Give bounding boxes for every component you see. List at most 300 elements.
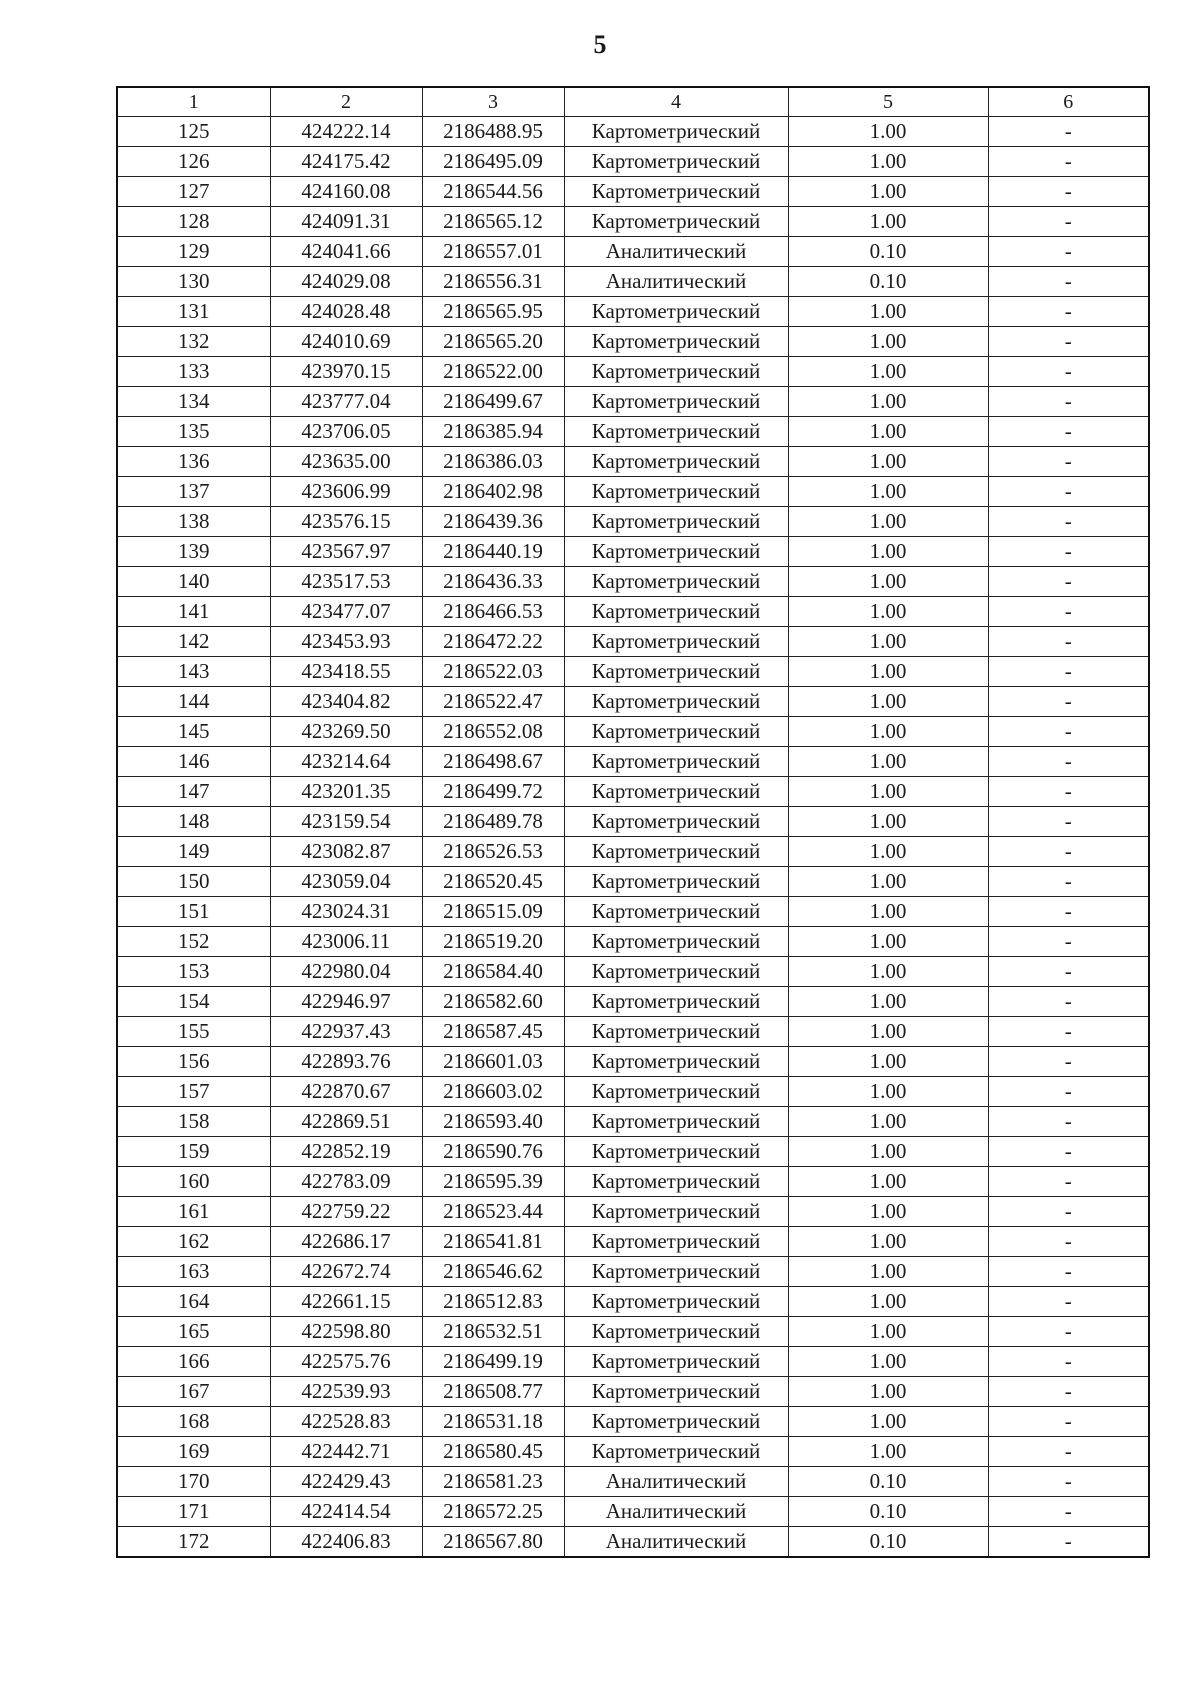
method-cell: Картометрический (564, 747, 788, 777)
x-coordinate-cell: 422686.17 (270, 1227, 422, 1257)
accuracy-cell: 1.00 (788, 1017, 988, 1047)
x-coordinate-cell: 422937.43 (270, 1017, 422, 1047)
point-number-cell: 154 (117, 987, 270, 1017)
x-coordinate-cell: 422598.80 (270, 1317, 422, 1347)
table-row (117, 1017, 1149, 1047)
accuracy-cell: 0.10 (788, 1527, 988, 1558)
accuracy-cell: 1.00 (788, 1047, 988, 1077)
y-coordinate-cell: 2186565.95 (422, 297, 564, 327)
y-coordinate-cell: 2186531.18 (422, 1407, 564, 1437)
table-row (117, 1077, 1149, 1107)
note-cell: - (988, 477, 1149, 507)
method-cell: Картометрический (564, 1317, 788, 1347)
table-row (117, 597, 1149, 627)
method-cell: Картометрический (564, 1107, 788, 1137)
point-number-cell: 135 (117, 417, 270, 447)
y-coordinate-cell: 2186522.47 (422, 687, 564, 717)
x-coordinate-cell: 423404.82 (270, 687, 422, 717)
note-cell: - (988, 927, 1149, 957)
y-coordinate-cell: 2186601.03 (422, 1047, 564, 1077)
y-coordinate-cell: 2186580.45 (422, 1437, 564, 1467)
point-number-cell: 148 (117, 807, 270, 837)
column-header-2: 2 (270, 87, 422, 117)
accuracy-cell: 1.00 (788, 447, 988, 477)
accuracy-cell: 1.00 (788, 1227, 988, 1257)
table-row (117, 1407, 1149, 1437)
table-row (117, 687, 1149, 717)
note-cell: - (988, 1497, 1149, 1527)
note-cell: - (988, 1317, 1149, 1347)
accuracy-cell: 1.00 (788, 597, 988, 627)
x-coordinate-cell: 423970.15 (270, 357, 422, 387)
accuracy-cell: 1.00 (788, 297, 988, 327)
table-row (117, 507, 1149, 537)
note-cell: - (988, 267, 1149, 297)
accuracy-cell: 1.00 (788, 1287, 988, 1317)
method-cell: Картометрический (564, 507, 788, 537)
accuracy-cell: 1.00 (788, 1437, 988, 1467)
x-coordinate-cell: 422528.83 (270, 1407, 422, 1437)
method-cell: Картометрический (564, 927, 788, 957)
note-cell: - (988, 1107, 1149, 1137)
method-cell: Картометрический (564, 1227, 788, 1257)
point-number-cell: 168 (117, 1407, 270, 1437)
note-cell: - (988, 627, 1149, 657)
note-cell: - (988, 1377, 1149, 1407)
method-cell: Картометрический (564, 687, 788, 717)
point-number-cell: 131 (117, 297, 270, 327)
note-cell: - (988, 1407, 1149, 1437)
y-coordinate-cell: 2186439.36 (422, 507, 564, 537)
y-coordinate-cell: 2186544.56 (422, 177, 564, 207)
note-cell: - (988, 417, 1149, 447)
point-number-cell: 162 (117, 1227, 270, 1257)
point-number-cell: 146 (117, 747, 270, 777)
note-cell: - (988, 297, 1149, 327)
note-cell: - (988, 447, 1149, 477)
note-cell: - (988, 897, 1149, 927)
accuracy-cell: 1.00 (788, 1257, 988, 1287)
y-coordinate-cell: 2186590.76 (422, 1137, 564, 1167)
x-coordinate-cell: 423201.35 (270, 777, 422, 807)
point-number-cell: 142 (117, 627, 270, 657)
note-cell: - (988, 237, 1149, 267)
x-coordinate-cell: 422442.71 (270, 1437, 422, 1467)
accuracy-cell: 1.00 (788, 897, 988, 927)
accuracy-cell: 1.00 (788, 567, 988, 597)
point-number-cell: 150 (117, 867, 270, 897)
point-number-cell: 144 (117, 687, 270, 717)
accuracy-cell: 1.00 (788, 957, 988, 987)
note-cell: - (988, 837, 1149, 867)
point-number-cell: 125 (117, 117, 270, 147)
table-row (117, 1467, 1149, 1497)
note-cell: - (988, 1227, 1149, 1257)
y-coordinate-cell: 2186386.03 (422, 447, 564, 477)
point-number-cell: 169 (117, 1437, 270, 1467)
note-cell: - (988, 957, 1149, 987)
table-row (117, 987, 1149, 1017)
point-number-cell: 172 (117, 1527, 270, 1558)
table-row (117, 897, 1149, 927)
x-coordinate-cell: 423777.04 (270, 387, 422, 417)
x-coordinate-cell: 422539.93 (270, 1377, 422, 1407)
y-coordinate-cell: 2186402.98 (422, 477, 564, 507)
method-cell: Картометрический (564, 957, 788, 987)
point-number-cell: 163 (117, 1257, 270, 1287)
note-cell: - (988, 327, 1149, 357)
y-coordinate-cell: 2186495.09 (422, 147, 564, 177)
accuracy-cell: 1.00 (788, 327, 988, 357)
table-row (117, 297, 1149, 327)
accuracy-cell: 1.00 (788, 867, 988, 897)
point-number-cell: 130 (117, 267, 270, 297)
table-row (117, 1317, 1149, 1347)
x-coordinate-cell: 423706.05 (270, 417, 422, 447)
table-row (117, 567, 1149, 597)
method-cell: Картометрический (564, 597, 788, 627)
method-cell: Картометрический (564, 867, 788, 897)
table-row (117, 147, 1149, 177)
accuracy-cell: 1.00 (788, 777, 988, 807)
method-cell: Аналитический (564, 1527, 788, 1558)
y-coordinate-cell: 2186541.81 (422, 1227, 564, 1257)
method-cell: Картометрический (564, 207, 788, 237)
accuracy-cell: 1.00 (788, 1197, 988, 1227)
method-cell: Картометрический (564, 987, 788, 1017)
note-cell: - (988, 747, 1149, 777)
y-coordinate-cell: 2186499.72 (422, 777, 564, 807)
x-coordinate-cell: 422870.67 (270, 1077, 422, 1107)
accuracy-cell: 1.00 (788, 477, 988, 507)
y-coordinate-cell: 2186522.00 (422, 357, 564, 387)
note-cell: - (988, 1527, 1149, 1558)
accuracy-cell: 0.10 (788, 267, 988, 297)
accuracy-cell: 1.00 (788, 507, 988, 537)
point-number-cell: 170 (117, 1467, 270, 1497)
point-number-cell: 158 (117, 1107, 270, 1137)
accuracy-cell: 1.00 (788, 1317, 988, 1347)
y-coordinate-cell: 2186489.78 (422, 807, 564, 837)
x-coordinate-cell: 423024.31 (270, 897, 422, 927)
accuracy-cell: 1.00 (788, 417, 988, 447)
point-number-cell: 132 (117, 327, 270, 357)
point-number-cell: 166 (117, 1347, 270, 1377)
method-cell: Картометрический (564, 1077, 788, 1107)
y-coordinate-cell: 2186499.19 (422, 1347, 564, 1377)
point-number-cell: 156 (117, 1047, 270, 1077)
accuracy-cell: 1.00 (788, 927, 988, 957)
x-coordinate-cell: 422672.74 (270, 1257, 422, 1287)
accuracy-cell: 1.00 (788, 1107, 988, 1137)
point-number-cell: 171 (117, 1497, 270, 1527)
method-cell: Картометрический (564, 1167, 788, 1197)
y-coordinate-cell: 2186595.39 (422, 1167, 564, 1197)
method-cell: Картометрический (564, 147, 788, 177)
table-row (117, 1257, 1149, 1287)
method-cell: Картометрический (564, 1017, 788, 1047)
column-header-4: 4 (564, 87, 788, 117)
point-number-cell: 167 (117, 1377, 270, 1407)
x-coordinate-cell: 424010.69 (270, 327, 422, 357)
accuracy-cell: 1.00 (788, 717, 988, 747)
point-number-cell: 134 (117, 387, 270, 417)
accuracy-cell: 1.00 (788, 207, 988, 237)
note-cell: - (988, 387, 1149, 417)
note-cell: - (988, 1437, 1149, 1467)
table-row (117, 927, 1149, 957)
method-cell: Аналитический (564, 237, 788, 267)
y-coordinate-cell: 2186385.94 (422, 417, 564, 447)
accuracy-cell: 1.00 (788, 657, 988, 687)
column-header-1: 1 (117, 87, 270, 117)
y-coordinate-cell: 2186582.60 (422, 987, 564, 1017)
method-cell: Картометрический (564, 1047, 788, 1077)
table-row (117, 1047, 1149, 1077)
accuracy-cell: 1.00 (788, 1347, 988, 1377)
note-cell: - (988, 1017, 1149, 1047)
accuracy-cell: 1.00 (788, 177, 988, 207)
table-row (117, 1107, 1149, 1137)
x-coordinate-cell: 422783.09 (270, 1167, 422, 1197)
note-cell: - (988, 1257, 1149, 1287)
y-coordinate-cell: 2186567.80 (422, 1527, 564, 1558)
point-number-cell: 141 (117, 597, 270, 627)
note-cell: - (988, 147, 1149, 177)
x-coordinate-cell: 422414.54 (270, 1497, 422, 1527)
note-cell: - (988, 177, 1149, 207)
note-cell: - (988, 597, 1149, 627)
accuracy-cell: 1.00 (788, 687, 988, 717)
y-coordinate-cell: 2186587.45 (422, 1017, 564, 1047)
y-coordinate-cell: 2186440.19 (422, 537, 564, 567)
table-row (117, 1527, 1149, 1558)
accuracy-cell: 1.00 (788, 987, 988, 1017)
table-row (117, 1197, 1149, 1227)
method-cell: Картометрический (564, 537, 788, 567)
method-cell: Картометрический (564, 387, 788, 417)
accuracy-cell: 1.00 (788, 807, 988, 837)
method-cell: Картометрический (564, 1197, 788, 1227)
accuracy-cell: 0.10 (788, 1497, 988, 1527)
point-number-cell: 155 (117, 1017, 270, 1047)
point-number-cell: 159 (117, 1137, 270, 1167)
point-number-cell: 138 (117, 507, 270, 537)
table-row (117, 1347, 1149, 1377)
table-row (117, 867, 1149, 897)
note-cell: - (988, 1287, 1149, 1317)
accuracy-cell: 1.00 (788, 1167, 988, 1197)
y-coordinate-cell: 2186552.08 (422, 717, 564, 747)
point-number-cell: 127 (117, 177, 270, 207)
y-coordinate-cell: 2186593.40 (422, 1107, 564, 1137)
x-coordinate-cell: 423453.93 (270, 627, 422, 657)
accuracy-cell: 1.00 (788, 537, 988, 567)
note-cell: - (988, 1137, 1149, 1167)
table-row (117, 777, 1149, 807)
method-cell: Картометрический (564, 177, 788, 207)
table-row (117, 387, 1149, 417)
x-coordinate-cell: 424028.48 (270, 297, 422, 327)
note-cell: - (988, 657, 1149, 687)
x-coordinate-cell: 423418.55 (270, 657, 422, 687)
table-row (117, 477, 1149, 507)
table-row (117, 1227, 1149, 1257)
table-row (117, 327, 1149, 357)
y-coordinate-cell: 2186565.20 (422, 327, 564, 357)
method-cell: Картометрический (564, 327, 788, 357)
point-number-cell: 165 (117, 1317, 270, 1347)
method-cell: Картометрический (564, 1347, 788, 1377)
method-cell: Картометрический (564, 477, 788, 507)
table-row (117, 117, 1149, 147)
coordinates-table (116, 86, 1150, 1558)
table-row (117, 237, 1149, 267)
method-cell: Картометрический (564, 627, 788, 657)
method-cell: Аналитический (564, 1467, 788, 1497)
note-cell: - (988, 207, 1149, 237)
x-coordinate-cell: 422869.51 (270, 1107, 422, 1137)
x-coordinate-cell: 423006.11 (270, 927, 422, 957)
method-cell: Картометрический (564, 1377, 788, 1407)
note-cell: - (988, 1347, 1149, 1377)
method-cell: Картометрический (564, 1287, 788, 1317)
point-number-cell: 140 (117, 567, 270, 597)
x-coordinate-cell: 422946.97 (270, 987, 422, 1017)
accuracy-cell: 1.00 (788, 357, 988, 387)
y-coordinate-cell: 2186488.95 (422, 117, 564, 147)
x-coordinate-cell: 422852.19 (270, 1137, 422, 1167)
accuracy-cell: 1.00 (788, 147, 988, 177)
table-row (117, 627, 1149, 657)
accuracy-cell: 1.00 (788, 747, 988, 777)
table-row (117, 447, 1149, 477)
x-coordinate-cell: 422429.43 (270, 1467, 422, 1497)
y-coordinate-cell: 2186546.62 (422, 1257, 564, 1287)
table-row (117, 657, 1149, 687)
point-number-cell: 136 (117, 447, 270, 477)
accuracy-cell: 1.00 (788, 1137, 988, 1167)
method-cell: Картометрический (564, 837, 788, 867)
y-coordinate-cell: 2186472.22 (422, 627, 564, 657)
note-cell: - (988, 117, 1149, 147)
column-header-5: 5 (788, 87, 988, 117)
point-number-cell: 126 (117, 147, 270, 177)
point-number-cell: 129 (117, 237, 270, 267)
method-cell: Картометрический (564, 117, 788, 147)
method-cell: Картометрический (564, 777, 788, 807)
method-cell: Картометрический (564, 1137, 788, 1167)
point-number-cell: 137 (117, 477, 270, 507)
method-cell: Аналитический (564, 267, 788, 297)
y-coordinate-cell: 2186532.51 (422, 1317, 564, 1347)
table-row (117, 537, 1149, 567)
page-number: 5 (593, 30, 607, 59)
table-row (117, 267, 1149, 297)
accuracy-cell: 1.00 (788, 1407, 988, 1437)
y-coordinate-cell: 2186572.25 (422, 1497, 564, 1527)
x-coordinate-cell: 423059.04 (270, 867, 422, 897)
y-coordinate-cell: 2186466.53 (422, 597, 564, 627)
x-coordinate-cell: 422759.22 (270, 1197, 422, 1227)
x-coordinate-cell: 422893.76 (270, 1047, 422, 1077)
x-coordinate-cell: 422661.15 (270, 1287, 422, 1317)
note-cell: - (988, 537, 1149, 567)
y-coordinate-cell: 2186515.09 (422, 897, 564, 927)
x-coordinate-cell: 424175.42 (270, 147, 422, 177)
note-cell: - (988, 567, 1149, 597)
table-row (117, 1497, 1149, 1527)
table-row (117, 177, 1149, 207)
point-number-cell: 152 (117, 927, 270, 957)
note-cell: - (988, 987, 1149, 1017)
method-cell: Картометрический (564, 357, 788, 387)
y-coordinate-cell: 2186526.53 (422, 837, 564, 867)
accuracy-cell: 1.00 (788, 627, 988, 657)
x-coordinate-cell: 423517.53 (270, 567, 422, 597)
point-number-cell: 153 (117, 957, 270, 987)
table-row (117, 957, 1149, 987)
note-cell: - (988, 687, 1149, 717)
note-cell: - (988, 1167, 1149, 1197)
x-coordinate-cell: 424029.08 (270, 267, 422, 297)
method-cell: Картометрический (564, 897, 788, 927)
method-cell: Аналитический (564, 1497, 788, 1527)
method-cell: Картометрический (564, 807, 788, 837)
table-row (117, 207, 1149, 237)
y-coordinate-cell: 2186584.40 (422, 957, 564, 987)
x-coordinate-cell: 423635.00 (270, 447, 422, 477)
x-coordinate-cell: 422980.04 (270, 957, 422, 987)
table-row (117, 807, 1149, 837)
table-header-row (117, 87, 1149, 117)
note-cell: - (988, 867, 1149, 897)
y-coordinate-cell: 2186523.44 (422, 1197, 564, 1227)
point-number-cell: 149 (117, 837, 270, 867)
note-cell: - (988, 1047, 1149, 1077)
point-number-cell: 145 (117, 717, 270, 747)
method-cell: Картометрический (564, 717, 788, 747)
note-cell: - (988, 1467, 1149, 1497)
note-cell: - (988, 717, 1149, 747)
y-coordinate-cell: 2186519.20 (422, 927, 564, 957)
x-coordinate-cell: 424041.66 (270, 237, 422, 267)
note-cell: - (988, 1197, 1149, 1227)
point-number-cell: 157 (117, 1077, 270, 1107)
method-cell: Картометрический (564, 1407, 788, 1437)
note-cell: - (988, 777, 1149, 807)
x-coordinate-cell: 423214.64 (270, 747, 422, 777)
x-coordinate-cell: 424091.31 (270, 207, 422, 237)
accuracy-cell: 0.10 (788, 237, 988, 267)
y-coordinate-cell: 2186520.45 (422, 867, 564, 897)
y-coordinate-cell: 2186557.01 (422, 237, 564, 267)
y-coordinate-cell: 2186508.77 (422, 1377, 564, 1407)
x-coordinate-cell: 424160.08 (270, 177, 422, 207)
x-coordinate-cell: 422575.76 (270, 1347, 422, 1377)
x-coordinate-cell: 423082.87 (270, 837, 422, 867)
table-row (117, 357, 1149, 387)
y-coordinate-cell: 2186565.12 (422, 207, 564, 237)
accuracy-cell: 1.00 (788, 117, 988, 147)
note-cell: - (988, 1077, 1149, 1107)
table-row (117, 417, 1149, 447)
y-coordinate-cell: 2186603.02 (422, 1077, 564, 1107)
x-coordinate-cell: 423269.50 (270, 717, 422, 747)
note-cell: - (988, 507, 1149, 537)
accuracy-cell: 1.00 (788, 837, 988, 867)
method-cell: Картометрический (564, 297, 788, 327)
